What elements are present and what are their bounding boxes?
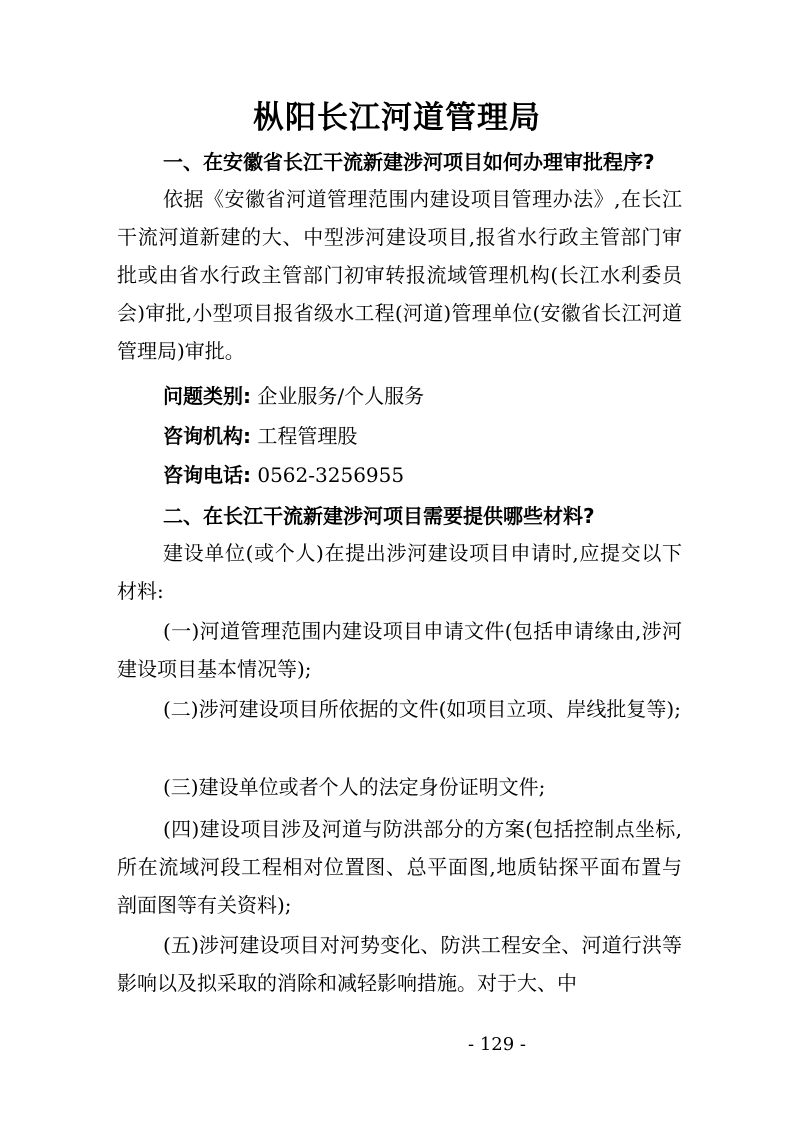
- material-item-2: (二)涉河建设项目所依据的文件(如项目立项、岸线批复等);: [163, 697, 681, 721]
- category-row: [163, 384, 424, 408]
- material-item-5: (五)涉河建设项目对河势变化、防洪工程安全、河道行洪等影响以及拟采取的消除和减轻影响措施。对于大、中: [117, 933, 682, 995]
- answer-1: 依据《安徽省河道管理范围内建设项目管理办法》,在长江干流河道新建的大、中型涉河建设项目,报省水行政主管部门审批或由省水行政主管部门初审转报流域管理机构(长江水利委员会)审批,小型项目报省级水工程(河道)管理单位(安徽省长江河道管理局)审批。: [117, 187, 682, 363]
- material-item-4: (四)建设项目涉及河道与防洪部分的方案(包括控制点坐标,所在流域河段工程相对位置图、总平面图,地质钻探平面布置与剖面图等有关资料);: [117, 817, 682, 917]
- agency-label: 咨询机构:: [163, 424, 251, 448]
- question-1: 一、在安徽省长江干流新建涉河项目如何办理审批程序?: [163, 150, 655, 174]
- phone-row: [163, 463, 404, 487]
- page-title: 枞阳长江河道管理局: [253, 100, 541, 136]
- answer-2-intro: 建设单位(或个人)在提出涉河建设项目申请时,应提交以下材料:: [117, 541, 682, 603]
- agency-row: [163, 424, 357, 448]
- phone-value: 0562-3256955: [257, 463, 405, 487]
- question-2: 二、在长江干流新建涉河项目需要提供哪些材料?: [163, 504, 595, 528]
- material-item-3: (三)建设单位或者个人的法定身份证明文件;: [163, 775, 546, 799]
- material-item-1: (一)河道管理范围内建设项目申请文件(包括申请缘由,涉河建设项目基本情况等);: [117, 619, 682, 681]
- agency-value: 工程管理股: [257, 424, 358, 448]
- page-number: - 129 -: [468, 1034, 526, 1055]
- phone-label: 咨询电话:: [163, 463, 251, 487]
- category-label: 问题类别:: [163, 384, 251, 408]
- category-value: 企业服务/个人服务: [257, 384, 425, 408]
